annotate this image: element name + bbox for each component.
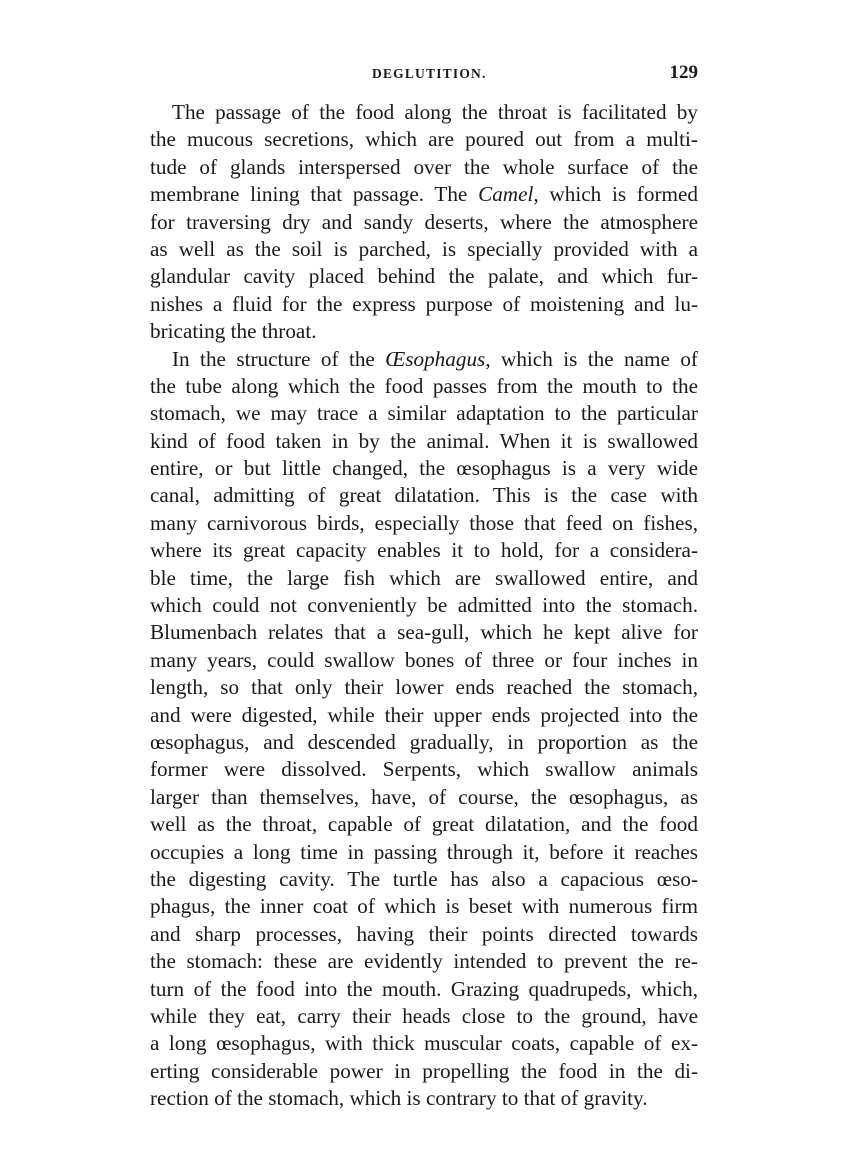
running-head	[150, 62, 698, 88]
text-line: larger than themselves, have, of course, the œsophagus, as	[150, 784, 698, 809]
text-line: a long œsophagus, with thick muscular coats, capable of ex-	[150, 1031, 698, 1056]
text-line: phagus, the inner coat of which is beset with numerous firm	[150, 894, 698, 919]
page-number: 129	[669, 62, 698, 83]
text-line: and were digested, while their upper ends projected into the	[150, 702, 698, 727]
paragraph-2	[150, 346, 698, 1113]
text-line: entire, or but little changed, the œsophagus is a very wide	[150, 456, 698, 481]
text-line: well as the throat, capable of great dilatation, and the food	[150, 812, 698, 837]
text-line: many years, could swallow bones of three or four inches in	[150, 647, 698, 672]
text-line: former were dissolved. Serpents, which swallow animals	[150, 757, 698, 782]
text-line: and sharp processes, having their points directed towards	[150, 921, 698, 946]
text-line: The passage of the food along the throat is facilitated by	[172, 100, 698, 124]
text-line: the tube along which the food passes from the mouth to the	[150, 373, 698, 398]
text-line: where its great capacity enables it to hold, for a considera-	[150, 538, 698, 563]
text-line: the digesting cavity. The turtle has also a capacious œso-	[150, 866, 698, 891]
text-line: bricating the throat.	[150, 319, 317, 344]
text-line: tude of glands interspersed over the whole surface of the	[150, 154, 698, 179]
paragraph-1	[150, 99, 698, 346]
text-line: many carnivorous birds, especially those that feed on fishes,	[150, 510, 698, 535]
text-line: for traversing dry and sandy deserts, where the atmosphere	[150, 209, 698, 234]
text-line: œsophagus, and descended gradually, in proportion as the	[150, 729, 698, 754]
body-text	[150, 99, 698, 1112]
text-line: nishes a fluid for the express purpose of moistening and lu-	[150, 291, 698, 316]
text-line: kind of food taken in by the animal. When it is swallowed	[150, 428, 698, 453]
text-line: the mucous secretions, which are poured out from a multi-	[150, 127, 698, 152]
text-line: occupies a long time in passing through it, before it reaches	[150, 839, 698, 864]
text-line: erting considerable power in propelling the food in the di-	[150, 1058, 698, 1083]
text-line: length, so that only their lower ends reached the stomach,	[150, 675, 698, 700]
text-line: membrane lining that passage. The Camel, which is formed	[150, 182, 698, 207]
text-line: canal, admitting of great dilatation. This is the case with	[150, 483, 698, 508]
text-line: Blumenbach relates that a sea-gull, which he kept alive for	[150, 620, 698, 645]
text-line: stomach, we may trace a similar adaptation to the particular	[150, 401, 698, 426]
text-line: while they eat, carry their heads close to the ground, have	[150, 1003, 698, 1028]
text-line: glandular cavity placed behind the palate, and which fur-	[150, 264, 698, 289]
running-title: DEGLUTITION.	[372, 66, 487, 81]
text-line: as well as the soil is parched, is specially provided with a	[150, 236, 698, 261]
text-line: the stomach: these are evidently intended to prevent the re-	[150, 949, 698, 974]
text-line: In the structure of the Œsophagus, which is the name of	[172, 346, 698, 371]
text-line: turn of the food into the mouth. Grazing quadrupeds, which,	[150, 976, 698, 1001]
text-line: ble time, the large fish which are swallowed entire, and	[150, 565, 698, 590]
text-line: rection of the stomach, which is contrary to that of gravity.	[150, 1086, 648, 1111]
text-line: which could not conveniently be admitted into the stomach.	[150, 593, 698, 618]
